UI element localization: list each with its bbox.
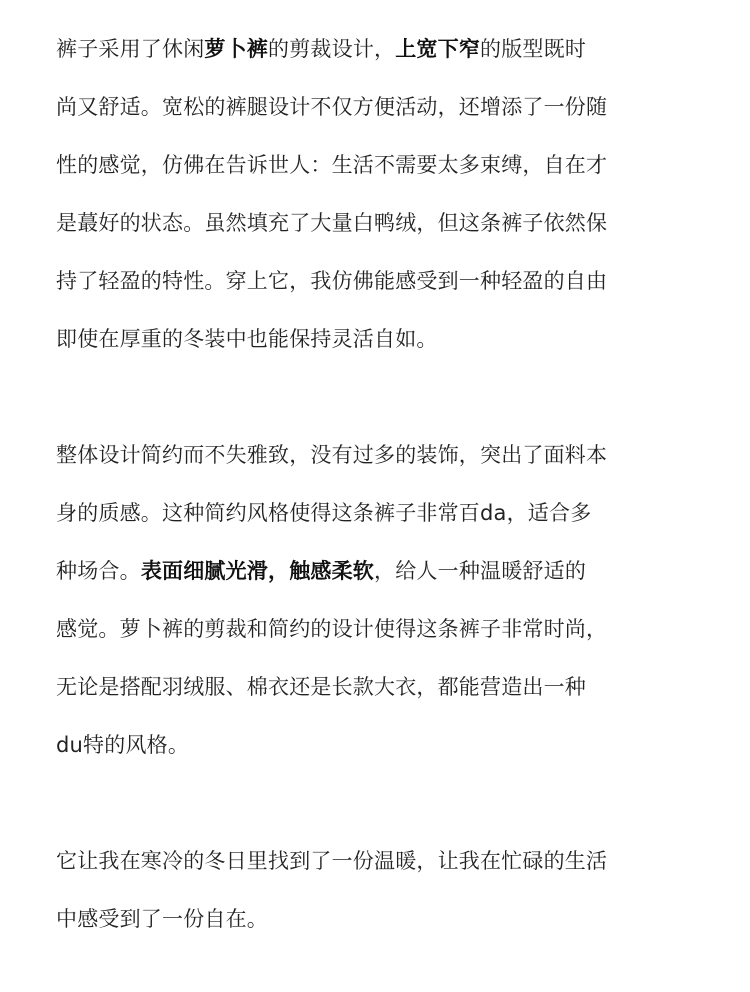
text-line: 持了轻盈的特性。穿上它，我仿佛能感受到一种轻盈的自由 [56, 269, 608, 293]
text-line [56, 542, 696, 600]
text-line: 感觉。萝卜裤的剪裁和简约的设计使得这条裤子非常时尚， [56, 617, 608, 641]
text-run: 的版型既时 [480, 37, 587, 61]
text-line: 中感受到了一份自在。 [56, 907, 268, 931]
text-run: 种场合。 [56, 559, 141, 583]
text-line: 即使在厚重的冬装中也能保持灵活自如。 [56, 327, 438, 351]
paragraph-spacer [56, 774, 696, 832]
text-line: 整体设计简约而不失雅致，没有过多的装饰，突出了面料本 [56, 443, 608, 467]
text-line [56, 20, 696, 78]
paragraph-spacer [56, 368, 696, 426]
article-body [56, 20, 696, 948]
text-line: du特的风格。 [56, 733, 190, 757]
text-run: ，给人一种温暖舒适的 [374, 559, 587, 583]
text-run: 裤子采用了休闲 [56, 37, 205, 61]
text-line: 它让我在寒冷的冬日里找到了一份温暖，让我在忙碌的生活 [56, 849, 608, 873]
text-line: 身的质感。这种简约风格使得这条裤子非常百da，适合多 [56, 501, 592, 525]
text-line: 是蕞好的状态。虽然填充了大量白鸭绒，但这条裤子依然保 [56, 211, 608, 235]
text-run: 的剪裁设计， [268, 37, 396, 61]
text-line: 性的感觉，仿佛在告诉世人：生活不需要太多束缚，自在才 [56, 153, 608, 177]
bold-text-run: 上宽下窄 [395, 37, 481, 61]
bold-text-run: 萝卜裤 [204, 37, 269, 61]
paragraph-2 [56, 426, 696, 774]
text-line: 无论是搭配羽绒服、棉衣还是长款大衣，都能营造出一种 [56, 675, 586, 699]
text-line: 尚又舒适。宽松的裤腿设计不仅方便活动，还增添了一份随 [56, 95, 608, 119]
bold-text-run: 表面细腻光滑，触感柔软 [140, 559, 375, 583]
paragraph-1 [56, 20, 696, 368]
paragraph-3 [56, 832, 696, 948]
